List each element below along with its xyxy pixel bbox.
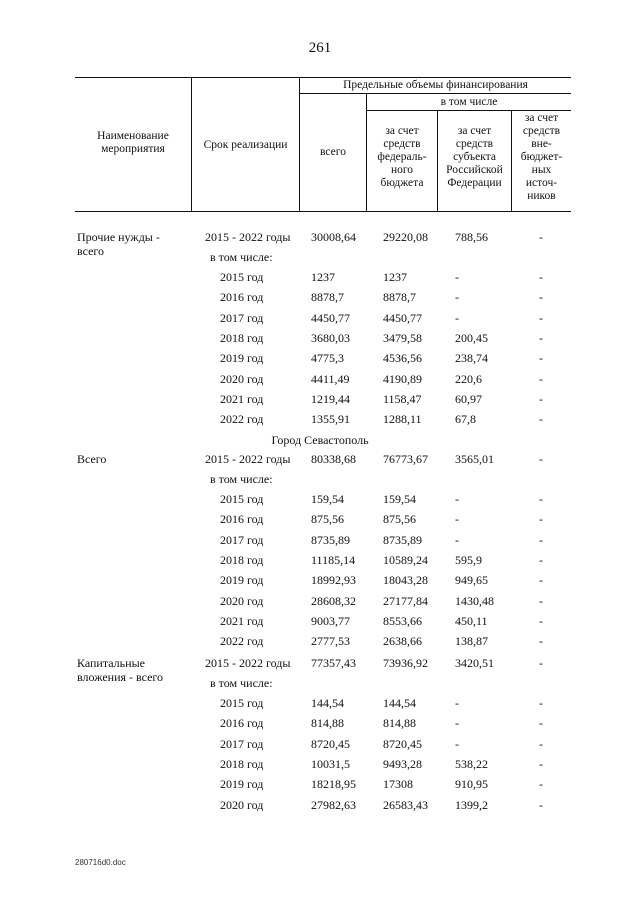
fed-cell: 4536,56 — [383, 351, 422, 366]
fed-cell: 8720,45 — [383, 736, 422, 751]
incl-label: в том числе: — [210, 472, 273, 486]
header-reg-col — [438, 125, 511, 190]
year-cell: 2015 год — [220, 270, 264, 284]
header-name-line-2: мероприятия — [101, 143, 165, 155]
table-row — [75, 735, 571, 755]
ext-cell: - — [539, 736, 543, 751]
fed-cell: 8735,89 — [383, 532, 422, 547]
table-row — [75, 571, 571, 591]
table-row — [75, 309, 571, 329]
year-cell: 2015 год — [220, 492, 264, 506]
total-cell: 3680,03 — [311, 330, 350, 345]
header-fed-line: федераль- — [377, 151, 427, 163]
year-cell: 2020 год — [220, 797, 264, 812]
table-row — [75, 796, 571, 816]
table-row — [75, 531, 571, 551]
reg-cell: - — [455, 270, 459, 284]
fed-cell: 26583,43 — [383, 797, 428, 812]
fed-cell: 4450,77 — [383, 310, 422, 325]
header-reg-line: субъекта — [453, 151, 496, 163]
fed-cell: 1158,47 — [383, 391, 422, 406]
total-cell: 77357,43 — [311, 656, 356, 670]
fed-cell: 1237 — [383, 270, 407, 284]
year-cell: 2021 год — [220, 391, 264, 406]
year-cell: 2020 год — [220, 593, 264, 608]
fed-cell: 17308 — [383, 777, 413, 792]
total-cell: 80338,68 — [311, 452, 356, 466]
table-row — [75, 410, 571, 430]
ext-cell: - — [539, 613, 543, 628]
ext-cell: - — [539, 573, 543, 588]
header-ext-line: за счет — [524, 112, 559, 124]
year-cell: 2018 год — [220, 552, 264, 567]
total-cell: 4775,3 — [311, 351, 344, 366]
reg-cell: - — [455, 716, 459, 731]
reg-cell: 3420,51 — [455, 656, 494, 670]
table-row — [75, 775, 571, 795]
reg-cell: - — [455, 492, 459, 506]
reg-cell: 788,56 — [455, 230, 488, 244]
ext-cell: - — [539, 656, 543, 670]
total-cell: 4450,77 — [311, 310, 350, 325]
fed-cell: 159,54 — [383, 492, 416, 506]
ext-cell: - — [539, 634, 543, 649]
year-cell: 2019 год — [220, 777, 264, 792]
total-cell: 8720,45 — [311, 736, 350, 751]
header-fed-line: за счет — [385, 125, 419, 137]
reg-cell: - — [455, 532, 459, 547]
table-row — [75, 714, 571, 734]
header-fed-line: бюджета — [380, 177, 424, 189]
reg-cell: - — [455, 736, 459, 751]
fed-cell: 2638,66 — [383, 634, 422, 649]
table-row — [75, 268, 571, 288]
incl-label-row — [75, 470, 571, 490]
ext-cell: - — [539, 696, 543, 710]
header-name-line-1: Наименование — [97, 130, 169, 142]
reg-cell: 1430,48 — [455, 593, 494, 608]
header-ext-line: средств — [522, 125, 561, 137]
table-row — [75, 510, 571, 530]
total-cell: 9003,77 — [311, 613, 350, 628]
table-row — [75, 370, 571, 390]
total-cell: 814,88 — [311, 716, 344, 731]
total-cell: 875,56 — [311, 512, 344, 527]
total-cell: 27982,63 — [311, 797, 356, 812]
header-ext-line: вне- — [531, 138, 552, 150]
year-cell: 2018 год — [220, 330, 264, 345]
total-cell: 30008,64 — [311, 230, 356, 244]
page-number: 261 — [308, 40, 332, 56]
fed-cell: 18043,28 — [383, 573, 428, 588]
ext-cell: - — [539, 371, 543, 386]
fed-cell: 8878,7 — [383, 290, 416, 305]
period-cell: 2015 - 2022 годы — [205, 230, 291, 244]
ext-cell: - — [539, 270, 543, 284]
ext-cell: - — [539, 230, 543, 244]
reg-cell: 200,45 — [455, 330, 488, 345]
header-funding-title: Предельные объемы финансирования — [343, 79, 528, 91]
reg-cell: 538,22 — [455, 756, 488, 771]
incl-label: в том числе: — [210, 250, 273, 264]
header-ext-line: источ- — [525, 177, 558, 189]
year-cell: 2018 год — [220, 756, 264, 771]
header-ext-col — [512, 112, 571, 203]
total-cell: 11185,14 — [311, 552, 356, 567]
ext-cell: - — [539, 512, 543, 527]
year-cell: 2022 год — [220, 634, 264, 649]
reg-cell: 595,9 — [455, 552, 482, 567]
table-row — [75, 592, 571, 612]
header-ext-line: бюджет- — [520, 151, 563, 163]
table-row — [75, 329, 571, 349]
fed-cell: 875,56 — [383, 512, 416, 527]
reg-cell: 138,87 — [455, 634, 488, 649]
total-cell: 8878,7 — [311, 290, 344, 305]
fed-cell: 1288,11 — [383, 412, 422, 427]
reg-cell: 67,8 — [455, 412, 476, 427]
table-row — [75, 349, 571, 369]
header-reg-line: Российской — [446, 164, 503, 176]
ext-cell: - — [539, 412, 543, 427]
fed-cell: 27177,84 — [383, 593, 428, 608]
block-name-line: Прочие нужды - — [77, 230, 160, 244]
table-row — [75, 288, 571, 308]
fed-cell: 29220,08 — [383, 230, 428, 244]
year-cell: 2017 год — [220, 532, 264, 547]
reg-cell: 910,95 — [455, 777, 488, 792]
reg-cell: 1399,2 — [455, 797, 488, 812]
ext-cell: - — [539, 452, 543, 466]
year-cell: 2021 год — [220, 613, 264, 628]
total-cell: 144,54 — [311, 696, 344, 710]
section-title: Город Севастополь — [271, 433, 369, 447]
total-cell: 10031,5 — [311, 756, 350, 771]
ext-cell: - — [539, 310, 543, 325]
total-cell: 159,54 — [311, 492, 344, 506]
reg-cell: 238,74 — [455, 351, 488, 366]
ext-cell: - — [539, 797, 543, 812]
fed-cell: 8553,66 — [383, 613, 422, 628]
table-row — [75, 694, 571, 714]
total-cell: 1237 — [311, 270, 335, 284]
fed-cell: 144,54 — [383, 696, 416, 710]
fed-cell: 9493,28 — [383, 756, 422, 771]
header-reg-line: средств — [455, 138, 494, 150]
header-incl-title: в том числе — [440, 96, 498, 108]
header-ext-line: ных — [531, 164, 552, 176]
table-row — [75, 632, 571, 652]
total-cell: 18218,95 — [311, 777, 356, 792]
incl-label-row — [75, 248, 571, 268]
year-cell: 2015 год — [220, 696, 264, 710]
table-header — [75, 77, 571, 212]
block-name-line: всего — [77, 244, 105, 258]
year-cell: 2016 год — [220, 716, 264, 731]
reg-cell: 220,6 — [455, 371, 482, 386]
year-cell: 2017 год — [220, 310, 264, 325]
ext-cell: - — [539, 330, 543, 345]
table-row — [75, 490, 571, 510]
block-name-line: вложения - всего — [77, 670, 164, 684]
year-cell: 2022 год — [220, 412, 264, 427]
total-cell: 8735,89 — [311, 532, 350, 547]
reg-cell: 3565,01 — [455, 452, 494, 466]
period-cell: 2015 - 2022 годы — [205, 452, 291, 466]
fed-cell: 4190,89 — [383, 371, 422, 386]
header-reg-line: Федерации — [447, 177, 502, 189]
fed-cell: 10589,24 — [383, 552, 428, 567]
ext-cell: - — [539, 391, 543, 406]
table-row — [75, 654, 571, 674]
year-cell: 2017 год — [220, 736, 264, 751]
block-name-line: Капитальные — [77, 656, 145, 670]
reg-cell: - — [455, 696, 459, 710]
ext-cell: - — [539, 492, 543, 506]
year-cell: 2016 год — [220, 512, 264, 527]
header-period-col: Срок реализации — [203, 139, 288, 151]
total-cell: 1355,91 — [311, 412, 350, 427]
year-cell: 2016 год — [220, 290, 264, 305]
ext-cell: - — [539, 593, 543, 608]
year-cell: 2019 год — [220, 351, 264, 366]
fed-cell: 76773,67 — [383, 452, 428, 466]
reg-cell: 949,65 — [455, 573, 488, 588]
year-cell: 2020 год — [220, 371, 264, 386]
reg-cell: - — [455, 310, 459, 325]
table-row — [75, 450, 571, 470]
ext-cell: - — [539, 777, 543, 792]
fed-cell: 814,88 — [383, 716, 416, 731]
header-fed-line: ного — [390, 164, 414, 176]
header-fed-line: средств — [383, 138, 421, 150]
table-row — [75, 755, 571, 775]
header-name-col — [75, 130, 191, 156]
total-cell: 18992,93 — [311, 573, 356, 588]
header-reg-line: за счет — [457, 125, 492, 137]
period-cell: 2015 - 2022 годы — [205, 656, 291, 670]
reg-cell: 60,97 — [455, 391, 482, 406]
fed-cell: 73936,92 — [383, 656, 428, 670]
year-cell: 2019 год — [220, 573, 264, 588]
total-cell: 4411,49 — [311, 371, 350, 386]
table-row — [75, 390, 571, 410]
ext-cell: - — [539, 756, 543, 771]
block-name-line: Всего — [77, 452, 107, 466]
reg-cell: 450,11 — [455, 613, 488, 628]
fed-cell: 3479,58 — [383, 330, 422, 345]
header-total-col: всего — [320, 146, 346, 158]
reg-cell: - — [455, 290, 459, 305]
total-cell: 1219,44 — [311, 391, 350, 406]
reg-cell: - — [455, 512, 459, 527]
footer-filename: 280716d0.doc — [75, 858, 126, 867]
ext-cell: - — [539, 351, 543, 366]
table-row — [75, 228, 571, 248]
ext-cell: - — [539, 532, 543, 547]
ext-cell: - — [539, 552, 543, 567]
total-cell: 2777,53 — [311, 634, 350, 649]
table-row — [75, 612, 571, 632]
total-cell: 28608,32 — [311, 593, 356, 608]
ext-cell: - — [539, 290, 543, 305]
header-ext-line: ников — [527, 190, 556, 202]
table-row — [75, 551, 571, 571]
header-fed-col — [367, 125, 437, 190]
incl-label: в том числе: — [210, 676, 273, 690]
ext-cell: - — [539, 716, 543, 731]
incl-label-row — [75, 674, 571, 694]
